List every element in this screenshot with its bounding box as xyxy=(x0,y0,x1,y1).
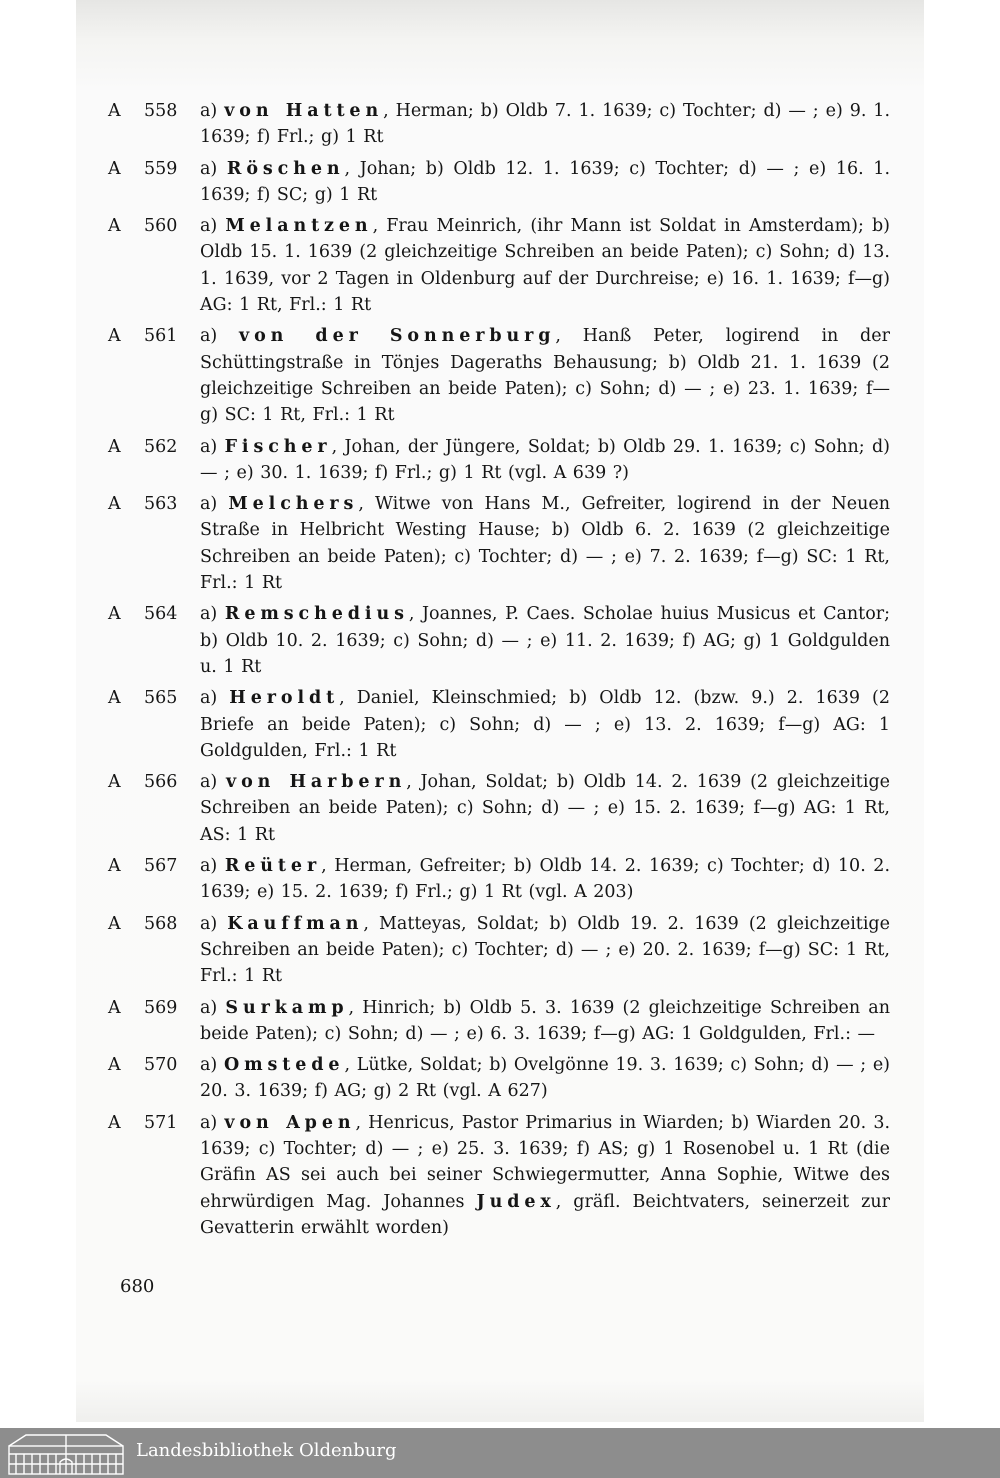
entry-id xyxy=(108,685,184,711)
entry-number: 570 xyxy=(144,1055,178,1076)
entry-label: a) xyxy=(200,1112,225,1133)
entry-details: , Henricus, Pastor Primarius in Wiarden; b) Wiarden 20. 3. 1639; c) Tochter; d) — ; e) 25. 3. 1639; f) AS; g) 1 Rosenobel u. 1 Rt (die Gräfin AS sei auch bei seiner Schwiegermutter, Anna Sophie, Witwe des ehrwürdigen Mag. Johannes xyxy=(200,1112,891,1212)
entry-559 xyxy=(0,156,1000,209)
entry-label: a) xyxy=(200,436,225,457)
entry-label: a) xyxy=(200,1055,224,1076)
entry-prefix: A xyxy=(108,158,121,179)
entry-561 xyxy=(0,323,1000,428)
entry-surname: Reüter xyxy=(224,856,322,877)
entry-label: a) xyxy=(200,856,225,877)
entry-surname-secondary: Judex xyxy=(476,1191,556,1212)
entry-label: a) xyxy=(200,604,225,625)
entry-details: , Witwe von Hans M., Gefreiter, logirend in der Neuen Straße in Helbricht Westing Hause; b) Oldb 6. 2. 1639 (2 gleichzeitige Schreiben an beide Paten); c) Tochter; d) — ; e) 7. 2. 1639; f—g) SC: 1 Rt, Frl.: 1 Rt xyxy=(200,494,891,594)
entry-number: 562 xyxy=(144,436,178,457)
entry-text xyxy=(200,601,890,680)
entry-prefix: A xyxy=(108,1055,121,1076)
entry-text xyxy=(200,1052,890,1105)
entry-details: , Johan, Soldat; b) Oldb 14. 2. 1639 (2 gleichzeitige Schreiben an beide Paten); c) Sohn; d) — ; e) 15. 2. 1639; f—g) AG: 1 Rt, AS: 1 Rt xyxy=(200,772,890,845)
entry-prefix: A xyxy=(108,688,121,709)
entry-id xyxy=(108,853,184,879)
entry-prefix: A xyxy=(108,856,121,877)
entry-id xyxy=(108,156,184,182)
entry-details: , Hanß Peter, logirend in der Schüttingstraße in Tönjes Dageraths Behausung; b) Oldb 21. 1. 1639 (2 gleichzeitige Schreiben an beide Paten); c) Sohn; d) — ; e) 23. 1. 1639; f—g) SC: 1 Rt, Frl.: 1 Rt xyxy=(200,326,890,426)
entry-details: , Johan; b) Oldb 12. 1. 1639; c) Tochter; d) — ; e) 16. 1. 1639; f) SC; g) 1 Rt xyxy=(200,158,891,205)
entry-surname: Fischer xyxy=(224,436,332,457)
entry-details: , Frau Meinrich, (ihr Mann ist Soldat in Amsterdam); b) Oldb 15. 1. 1639 (2 gleichzeitige Schreiben an beide Paten); c) Sohn; d) 13. 1. 1639, vor 2 Tagen in Oldenburg auf der Durchreise; e) 16. 1. 1639; f—g) AG: 1 Rt, Frl.: 1 Rt xyxy=(200,216,890,316)
library-building-icon xyxy=(6,1432,126,1476)
entry-details: , Daniel, Kleinschmied; b) Oldb 12. (bzw. 9.) 2. 1639 (2 Briefe an beide Paten); c) Sohn; d) — ; e) 13. 2. 1639; f—g) AG: 1 Goldgulden, Frl.: 1 Rt xyxy=(200,688,891,761)
entry-text xyxy=(200,491,890,596)
entry-text xyxy=(200,1110,890,1241)
entry-567 xyxy=(0,853,1000,906)
entry-label: a) xyxy=(200,772,227,793)
entry-details: , Joannes, P. Caes. Scholae huius Musicus et Cantor; b) Oldb 10. 2. 1639; c) Sohn; d) — ; e) 11. 2. 1639; f) AG; g) 1 Goldgulden u. 1 Rt xyxy=(200,604,890,677)
entry-560 xyxy=(0,213,1000,318)
entry-id xyxy=(108,1110,184,1136)
entry-id xyxy=(108,995,184,1021)
entry-number: 559 xyxy=(144,158,178,179)
entry-details: , Hinrich; b) Oldb 5. 3. 1639 (2 gleichzeitige Schreiben an beide Paten); c) Sohn; d) — ; e) 6. 3. 1639; f—g) AG: 1 Goldgulden, Frl.: — xyxy=(200,997,891,1044)
entry-number: 565 xyxy=(144,688,178,709)
entry-text xyxy=(200,685,890,764)
entry-text xyxy=(200,213,890,318)
entry-prefix: A xyxy=(108,216,121,237)
entry-label: a) xyxy=(200,494,229,515)
entry-label: a) xyxy=(200,326,239,347)
entry-id xyxy=(108,98,184,124)
entry-568 xyxy=(0,911,1000,990)
entry-number: 569 xyxy=(144,997,178,1018)
entry-surname: Kauffman xyxy=(227,913,364,934)
entry-number: 558 xyxy=(144,101,178,121)
entry-surname: von Hatten xyxy=(224,101,384,121)
entry-details: , Matteyas, Soldat; b) Oldb 19. 2. 1639 (2 gleichzeitige Schreiben an beide Paten); c) Tochter; d) — ; e) 20. 2. 1639; f—g) SC: 1 Rt, Frl.: 1 Rt xyxy=(200,913,890,987)
entry-prefix: A xyxy=(108,913,121,934)
entry-label: a) xyxy=(200,997,226,1018)
entry-number: 564 xyxy=(144,604,178,625)
page-number: 680 xyxy=(120,1276,155,1297)
entry-surname: von Apen xyxy=(224,1112,356,1133)
entry-prefix: A xyxy=(108,101,121,121)
entry-number: 563 xyxy=(144,494,178,515)
library-name: Landesbibliothek Oldenburg xyxy=(136,1440,397,1461)
entry-surname: Heroldt xyxy=(229,688,340,709)
entry-565 xyxy=(0,685,1000,764)
entry-label: a) xyxy=(200,101,225,121)
entry-text xyxy=(200,98,890,151)
entry-surname: Surkamp xyxy=(225,997,349,1018)
entry-571 xyxy=(0,1110,1000,1241)
entry-id xyxy=(108,434,184,460)
entry-id xyxy=(108,491,184,517)
entry-number: 567 xyxy=(144,856,178,877)
entry-details-continued: , gräfl. Beichtvaters, seinerzeit zur Gevatterin erwählt worden) xyxy=(200,1191,890,1238)
entry-label: a) xyxy=(200,216,226,237)
entry-prefix: A xyxy=(108,326,121,347)
entry-text xyxy=(200,156,890,209)
entry-number: 571 xyxy=(144,1112,178,1133)
entry-surname: von Harbern xyxy=(226,772,407,793)
entry-number: 560 xyxy=(144,216,178,237)
entry-566 xyxy=(0,769,1000,848)
entry-text xyxy=(200,853,890,906)
entry-prefix: A xyxy=(108,436,121,457)
entry-id xyxy=(108,323,184,349)
entry-563 xyxy=(0,491,1000,596)
entry-id xyxy=(108,1052,184,1078)
entry-text xyxy=(200,434,890,487)
entry-details: , Johan, der Jüngere, Soldat; b) Oldb 29. 1. 1639; c) Sohn; d) — ; e) 30. 1. 1639; f) Frl.; g) 1 Rt (vgl. A 639 ?) xyxy=(200,436,891,483)
entry-label: a) xyxy=(200,158,227,179)
entry-surname: Remschedius xyxy=(224,604,409,625)
entry-id xyxy=(108,213,184,239)
entry-surname: von der Sonnerburg xyxy=(239,326,556,347)
entry-prefix: A xyxy=(108,997,121,1018)
entry-564 xyxy=(0,601,1000,680)
entry-text xyxy=(200,769,890,848)
entry-558 xyxy=(0,98,1000,151)
entry-details: , Herman, Gefreiter; b) Oldb 14. 2. 1639; c) Tochter; d) 10. 2. 1639; e) 15. 2. 1639; f) Frl.; g) 1 Rt (vgl. A 203) xyxy=(200,856,891,903)
entry-562 xyxy=(0,434,1000,487)
entry-number: 568 xyxy=(144,913,178,934)
footer-bar xyxy=(0,1428,1000,1478)
entry-surname: Melantzen xyxy=(225,216,373,237)
entry-surname: Melchers xyxy=(228,494,359,515)
entry-text xyxy=(200,911,890,990)
entry-prefix: A xyxy=(108,1112,121,1133)
entry-label: a) xyxy=(200,688,230,709)
entry-prefix: A xyxy=(108,604,121,625)
entry-id xyxy=(108,601,184,627)
entry-surname: Omstede xyxy=(223,1055,345,1076)
entry-list xyxy=(0,98,1000,1246)
entry-text xyxy=(200,323,890,428)
entry-label: a) xyxy=(200,913,228,934)
entry-id xyxy=(108,769,184,795)
entry-prefix: A xyxy=(108,494,121,515)
entry-569 xyxy=(0,995,1000,1048)
entry-id xyxy=(108,911,184,937)
entry-details: , Herman; b) Oldb 7. 1. 1639; c) Tochter; d) — ; e) 9. 1. 1639; f) Frl.; g) 1 Rt xyxy=(200,101,891,148)
entry-570 xyxy=(0,1052,1000,1105)
entry-details: , Lütke, Soldat; b) Ovelgönne 19. 3. 1639; c) Sohn; d) — ; e) 20. 3. 1639; f) AG; g) 2 Rt (vgl. A 627) xyxy=(200,1055,891,1102)
entry-number: 566 xyxy=(144,772,178,793)
entry-number: 561 xyxy=(144,326,178,347)
entry-prefix: A xyxy=(108,772,121,793)
entry-surname: Röschen xyxy=(226,158,345,179)
entry-text xyxy=(200,995,890,1048)
